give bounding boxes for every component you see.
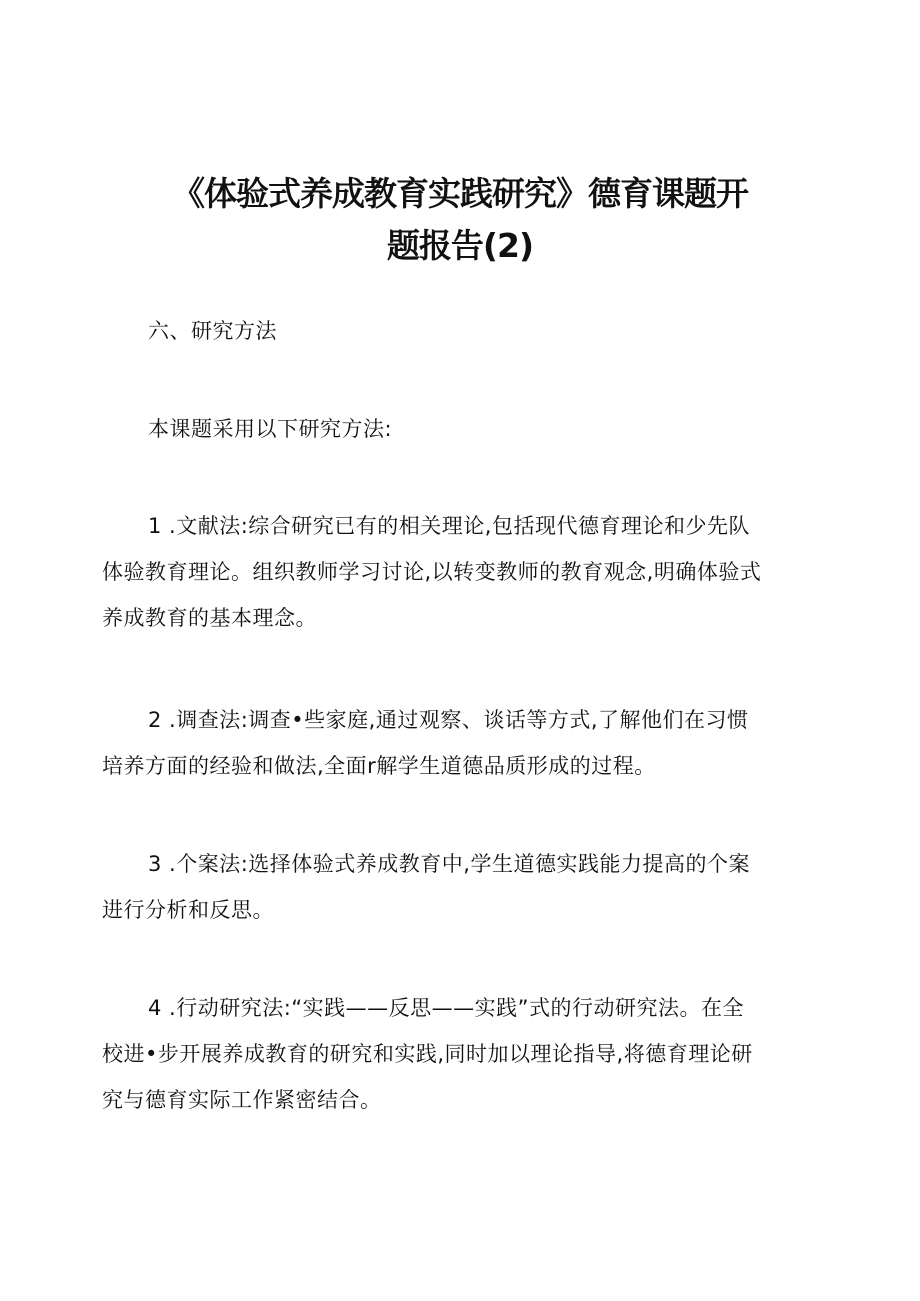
method-item-3-line-2: 进行分析和反思。 <box>102 898 274 922</box>
method-item-1 <box>102 503 822 641</box>
method-item-1-line-3: 养成教育的基本理念。 <box>102 606 317 630</box>
method-item-4-line-3: 究与德育实际工作紧密结合。 <box>102 1088 382 1112</box>
title-line-1: 《体验式养成教育实践研究》德育课题开 <box>172 174 748 213</box>
method-item-2-line-2: 培养方面的经验和做法,全面r解学生道德品质形成的过程。 <box>102 754 656 778</box>
intro-text: 本课题采用以下研究方法: <box>148 417 393 441</box>
method-item-2 <box>102 697 822 789</box>
method-item-2-line-1: 2 .调查法:调查•些家庭,通过观察、谈话等方式,了解他们在习惯 <box>148 708 749 732</box>
method-item-1-line-1: 1 .文献法:综合研究已有的相关理论,包括现代德育理论和少先队 <box>148 514 750 538</box>
section-heading <box>102 308 822 354</box>
title-line-2: 题报告(2) <box>386 226 534 265</box>
method-item-3-line-1: 3 .个案法:选择体验式养成教育中,学生道德实践能力提高的个案 <box>148 852 750 876</box>
method-item-4-line-2: 校进•步开展养成教育的研究和实践,同时加以理论指导,将德育理论研 <box>102 1042 753 1066</box>
method-item-4-line-1: 4 .行动研究法:“实践——反思——实践”式的行动研究法。在全 <box>148 996 745 1020</box>
document-title <box>140 168 780 272</box>
method-item-3 <box>102 841 822 933</box>
method-item-4 <box>102 985 822 1123</box>
intro-paragraph <box>102 406 822 452</box>
method-item-1-line-2: 体验教育理论。组织教师学习讨论,以转变教师的教育观念,明确体验式 <box>102 560 762 584</box>
section-heading-text: 六、研究方法 <box>148 319 277 343</box>
